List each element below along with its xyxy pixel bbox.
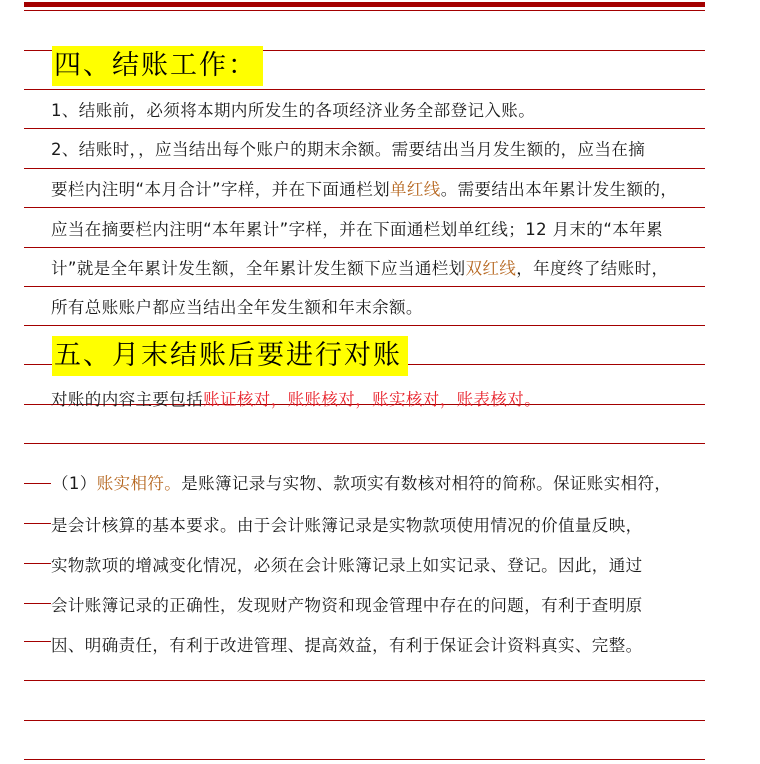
ruled-line bbox=[24, 89, 705, 90]
section4-item2-line4 bbox=[51, 255, 668, 279]
ruled-line-stub bbox=[24, 483, 51, 484]
account-matches-term: 账实相符。 bbox=[96, 474, 182, 493]
section5-heading: 五、月末结账后要进行对账 bbox=[52, 336, 408, 376]
section4-item2-line2 bbox=[51, 176, 677, 200]
ruled-line bbox=[24, 128, 705, 129]
ruled-line bbox=[24, 680, 705, 681]
text: 要栏内注明“本月合计”字样，并在下面通栏划 bbox=[51, 180, 390, 199]
ruled-line bbox=[24, 759, 705, 760]
section5-intro bbox=[51, 386, 541, 410]
top-border-bar bbox=[24, 2, 705, 7]
text: （1） bbox=[52, 474, 97, 493]
section5-para-line5: 因、明确责任，有利于改进管理、提高效益，有利于保证会计资料真实、完整。 bbox=[51, 636, 643, 655]
ruled-line-stub bbox=[24, 641, 51, 642]
text: 是账簿记录与实物、款项实有数核对相符的简称。保证账实相符， bbox=[181, 474, 672, 493]
ruled-line bbox=[24, 168, 705, 169]
ruled-line-stub bbox=[24, 563, 51, 564]
section5-para-line3: 实物款项的增减变化情况，必须在会计账簿记录上如实记录、登记。因此，通过 bbox=[51, 556, 643, 575]
section4-item2-line1: 2、结账时，，应当结出每个账户的期末余额。需要结出当月发生额的，应当在摘 bbox=[51, 140, 646, 159]
ruled-line bbox=[24, 286, 705, 287]
reconciliation-types: 账证核对，账账核对，账实核对，账表核对。 bbox=[203, 390, 542, 409]
ruled-line-stub bbox=[24, 523, 51, 524]
text: 计”就是全年累计发生额，全年累计发生额下应当通栏划 bbox=[51, 259, 466, 278]
text: ，年度终了结账时， bbox=[516, 259, 669, 278]
section4-item1: 1、结账前，必须将本期内所发生的各项经济业务全部登记入账。 bbox=[51, 101, 536, 120]
ruled-line bbox=[24, 207, 705, 208]
ruled-line bbox=[24, 720, 705, 721]
section5-para-line4: 会计账簿记录的正确性，发现财产物资和现金管理中存在的问题，有利于查明原 bbox=[51, 596, 643, 615]
section4-heading: 四、结账工作： bbox=[52, 46, 263, 86]
text: 对账的内容主要包括 bbox=[51, 390, 204, 409]
section4-item2-line5: 所有总账账户都应当结出全年发生额和年末余额。 bbox=[51, 298, 423, 317]
single-red-line-term: 单红线 bbox=[390, 180, 441, 199]
text: 。需要结出本年累计发生额的， bbox=[440, 180, 678, 199]
ruled-line-stub bbox=[24, 603, 51, 604]
ruled-line bbox=[24, 443, 705, 444]
section5-para-line1 bbox=[52, 470, 671, 494]
section5-para-line2: 是会计核算的基本要求。由于会计账簿记录是实物款项使用情况的价值量反映， bbox=[51, 516, 643, 535]
ruled-line bbox=[24, 10, 705, 11]
section4-item2-line3: 应当在摘要栏内注明“本年累计”字样，并在下面通栏划单红线；12 月末的“本年累 bbox=[51, 220, 663, 239]
double-red-line-term: 双红线 bbox=[465, 259, 517, 278]
ruled-line bbox=[24, 325, 705, 326]
ruled-line bbox=[24, 247, 705, 248]
